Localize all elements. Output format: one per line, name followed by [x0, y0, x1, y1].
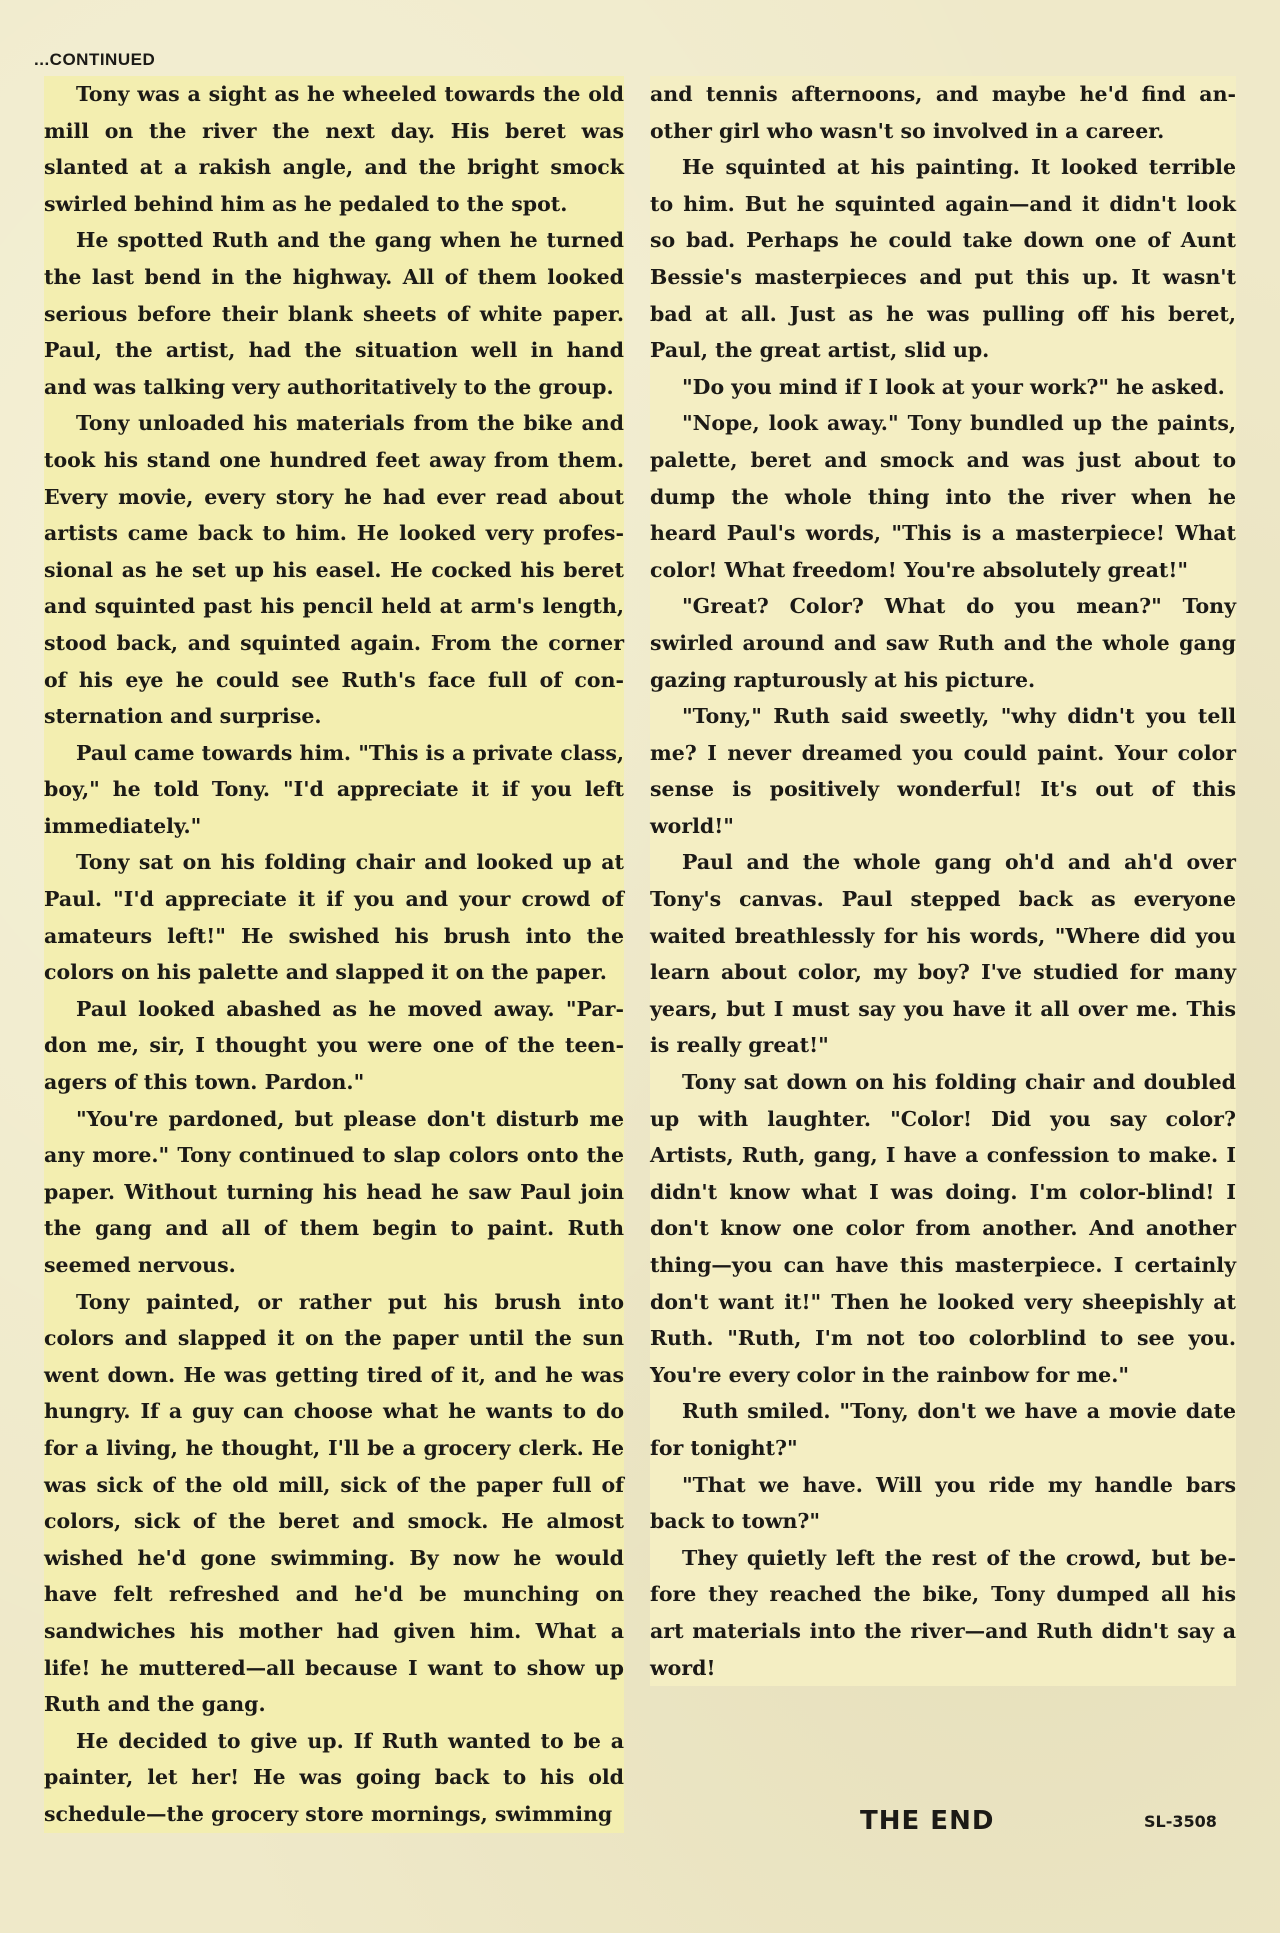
paragraph: Tony painted, or rather put his brush into colors and slapped it on the paper until the sun went down. He was getting tired of it, and he was hungry. If a guy can choose what he wants to do for a living, he thought, I'll be a grocery clerk. He was sick of the old mill, sick of the paper full of colors, sick of the beret and smock. He almost wished he'd gone swimming. By now he would have felt refreshed and he'd be munching on sandwiches his mother had given him. What a life! he muttered—all because I want to show up Ruth and the gang. [44, 1289, 624, 1717]
page-code: SL-3508 [1144, 1812, 1217, 1831]
paragraph: Paul came towards him. "This is a private class, boy," he told Tony. "I'd appreciate it if you left immediately." [44, 740, 624, 838]
paragraph: Paul and the whole gang oh'd and ah'd over Tony's canvas. Paul stepped back as everyone waited breathlessly for his words, "Where did you learn about color, my boy? I've studied for many years, but I must say you have it all over me. This is really great!" [650, 850, 1236, 1058]
right-text-column [650, 76, 1236, 1686]
paragraph: "Great? Color? What do you mean?" Tony swirled around and saw Ruth and the whole gang gazing rapturously at his picture. [650, 594, 1236, 692]
paragraph: Tony was a sight as he wheeled towards the old mill on the river the next day. His beret was slanted at a rakish angle, and the bright smock swirled behind him as he pedaled to the spot. [44, 82, 624, 216]
paragraph: He spotted Ruth and the gang when he turned the last bend in the highway. All of them looked serious before their blank sheets of white paper. Paul, the artist, had the situation well in hand and was talking very authoritatively to the group. [44, 228, 624, 399]
paragraph: "Nope, look away." Tony bundled up the paints, palette, beret and smock and was just about to dump the whole thing into the river when he heard Paul's words, "This is a masterpiece! What color! What freedom! You're absolutely great!" [650, 411, 1236, 582]
the-end-label: THE END [860, 1806, 995, 1836]
paragraph: "You're pardoned, but please don't disturb me any more." Tony continued to slap colors onto the paper. Without turning his head he saw Paul join the gang and all of them begin to paint. Ruth seemed nervous. [44, 1106, 624, 1277]
paragraph: They quietly left the rest of the crowd, but before they reached the bike, Tony dumped all his art materials into the river—and Ruth didn't say a word! [650, 1545, 1236, 1680]
paragraph: Tony sat down on his folding chair and doubled up with laughter. "Color! Did you say color? Artists, Ruth, gang, I have a confession to make. I didn't know what I was doing. I'm color-blind! I don't know one color from another. And another thing—you can have this masterpiece. I certainly don't want it!" Then he looked very sheepishly at Ruth. "Ruth, I'm not too colorblind to see you. You're every color in the rainbow for me." [650, 1070, 1236, 1387]
paragraph: "Tony," Ruth said sweetly, "why didn't you tell me? I never dreamed you could paint. Your color sense is positively wonderful! It's out of this world!" [650, 704, 1236, 838]
paragraph: He decided to give up. If Ruth wanted to be a painter, let her! He was going back to his old schedule—the grocery store mornings, swimming [44, 1728, 624, 1826]
paragraph: He squinted at his painting. It looked terrible to him. But he squinted again—and it didn't look so bad. Perhaps he could take down one of Aunt Bessie's masterpieces and put this up. It wasn't bad at all. Just as he was pulling off his beret, Paul, the great artist, slid up. [650, 155, 1236, 363]
paragraph: "Do you mind if I look at your work?" he asked. [682, 374, 1225, 399]
paragraph: "That we have. Will you ride my handle bars back to town?" [650, 1472, 1236, 1534]
paragraph: Ruth smiled. "Tony, don't we have a movie date for tonight?" [650, 1399, 1236, 1460]
paragraph: Paul looked abashed as he moved away. "Pardon me, sir, I thought you were one of the teenagers of this town. Pardon." [44, 996, 624, 1095]
left-text-column [44, 76, 624, 1833]
paragraph: and tennis afternoons, and maybe he'd find another girl who wasn't so involved in a career. [650, 82, 1236, 143]
paragraph: Tony unloaded his materials from the bike and took his stand one hundred feet away from them. Every movie, every story he had ever read about artists came back to him. He looked very professional as he set up his easel. He cocked his beret and squinted past his pencil held at arm's length, stood back, and squinted again. From the corner of his eye he could see Ruth's face full of consternation and surprise. [44, 411, 624, 729]
continued-label: ...CONTINUED [34, 50, 156, 69]
paragraph: Tony sat on his folding chair and looked up at Paul. "I'd appreciate it if you and your crowd of amateurs left!" He swished his brush into the colors on his palette and slapped it on the paper. [44, 850, 624, 985]
